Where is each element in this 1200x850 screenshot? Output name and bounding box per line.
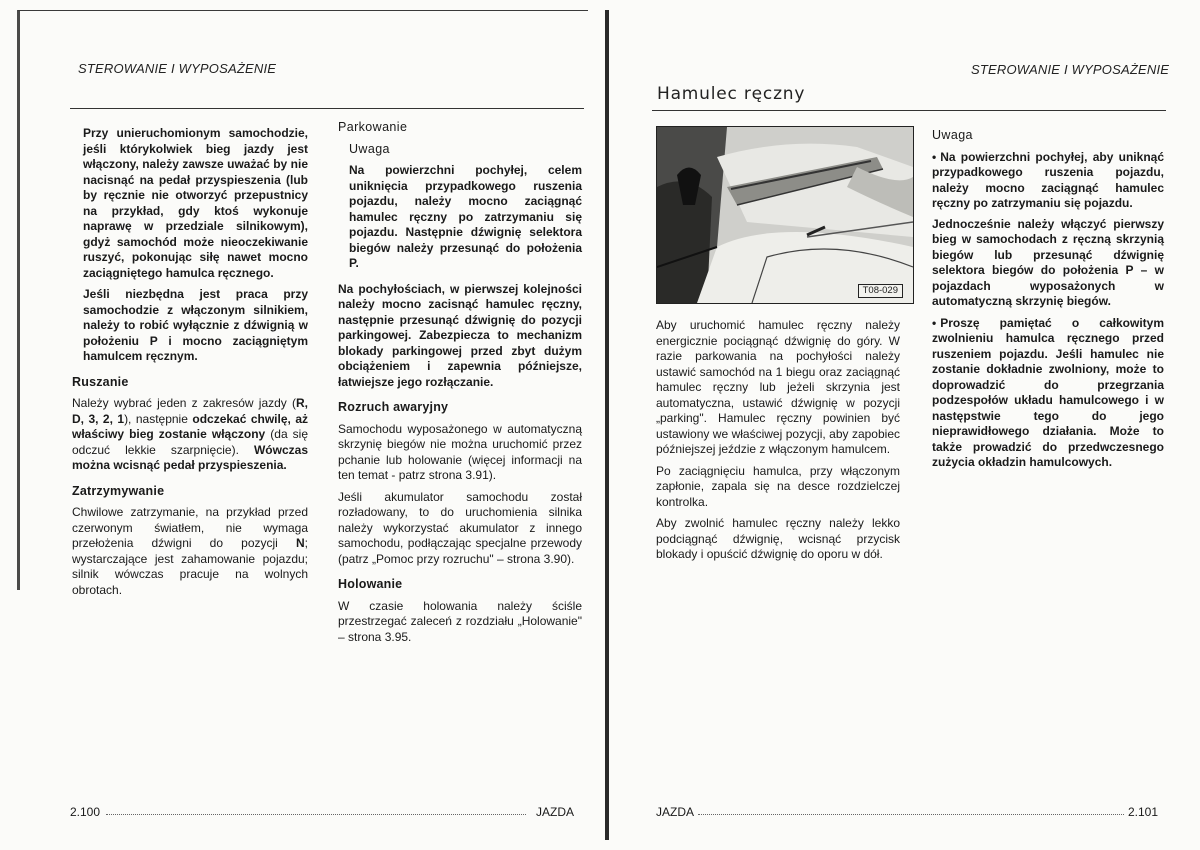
pochylosci-paragraph: Na pochyłościach, w pierwszej kolejności należy mocno zacisnąć hamulec ręczny, następnie przesunąć dźwignię do pozycji parkingowej. Zabezpiecza to mechanizm blokady parkingowej przed zbyt dużym obciążeniem i zapewnia późniejsze, łatwiejsze jego rozłączanie. xyxy=(338,281,582,389)
footer-rule-right xyxy=(698,814,1124,815)
handbrake-paragraph-2: Po zaciągnięciu hamulca, przy włączonym zapłonie, zapala się na desce rozdzielczej kontrolka. xyxy=(656,463,900,509)
warning-heading-uwaga: Uwaga xyxy=(349,141,390,156)
handbrake-paragraph-1: Aby uruchomić hamulec ręczny należy energicznie pociągnąć dźwignię do góry. W razie parkowania na pochyłości należy ustawić samochód na 1 biegu oraz zaciągnąć hamulec ręczny lub jeżeli skrzynia jest automatyczna, ustawić dźwignię w pozycji „parking". Hamulec ręczny powinien być ustawiony we właściwej pozycji, aby zapobiec późniejszej jeździe z włączonym hamulcem. xyxy=(656,318,900,456)
section-heading-parkowanie: Parkowanie xyxy=(338,120,408,134)
zatrzymywanie-text-b: ; wystarczające jest zahamowanie pojazdu; silnik wówczas pracuje na wolnych obrotach. xyxy=(72,536,308,597)
right-column-2 xyxy=(932,128,1164,476)
warning-paragraph: Jednocześnie należy włączyć pierwszy bieg w samochodach z ręczną skrzynią biegów lub przesunąć dźwignię selektora biegów do położenia P – w pojazdach wyposażonych w automatyczną skrzynię biegów. xyxy=(932,216,1164,308)
section-heading-zatrzymywanie: Zatrzymywanie xyxy=(72,483,165,498)
running-head: STEROWANIE I WYPOSAŻENIE xyxy=(971,62,1170,77)
warning-bullet-1: • Na powierzchni pochyłej, aby uniknąć przypadkowego ruszenia pojazdu, należy mocno zaciągnąć hamulec ręczny po zatrzymaniu się pojazdu. xyxy=(932,150,1164,212)
section-heading-ruszanie: Ruszanie xyxy=(72,374,129,389)
ruszanie-text-b: ), następnie xyxy=(124,411,193,426)
left-column-2 xyxy=(338,120,582,651)
page-number-right: 2.101 xyxy=(1128,805,1159,819)
section-heading-rozruch: Rozruch awaryjny xyxy=(338,400,449,414)
zatrzymywanie-text-a: Chwilowe zatrzymanie, na przykład przed czerwonym światłem, nie wymaga przełożenia dźwigni do pozycji xyxy=(72,505,308,550)
section-heading-holowanie: Holowanie xyxy=(338,577,403,591)
handbrake-paragraph-3: Aby zwolnić hamulec ręczny należy lekko podciągnąć dźwignię, wcisnąć przycisk blokady i opuścić dźwignię do oporu w dół. xyxy=(656,516,900,561)
right-column-1 xyxy=(656,318,900,569)
rozruch-paragraph-2: Jeśli akumulator samochodu został rozładowany, to do uruchomienia silnika należy wykorzystać akumulator z innego samochodu, podłączając specjalne przewody (patrz „Pomoc przy rozruchu" – strona 3.90). xyxy=(338,489,582,566)
header-rule xyxy=(652,110,1166,111)
page-title: Hamulec ręczny xyxy=(657,84,806,104)
header-rule xyxy=(70,108,584,109)
footer-rule-left xyxy=(106,814,526,815)
ruszanie-paragraph xyxy=(72,396,308,474)
ruszanie-gears: R, D, 3, 2, 1 xyxy=(72,396,308,426)
warning-bullet-2: • Proszę pamiętać o całkowitym zwolnieniu hamulca ręcznego przed ruszeniem pojazdu. Jeśli hamulec nie zostanie dokładnie zwolniony, może to doprowadzić do przegrzania podzespołów układu hamulcowego i w następstwie tego do jego nieprawidłowego działania. Może to także prowadzić do przedwczesnego zużycia okładzin hamulcowych. xyxy=(932,316,1164,471)
right-page xyxy=(600,0,1200,850)
handbrake-illustration xyxy=(657,127,913,303)
footer-label-right: JAZDA xyxy=(656,805,695,819)
left-column-1 xyxy=(72,126,308,604)
warning-list-2 xyxy=(932,316,1164,471)
top-rule xyxy=(18,10,588,11)
holowanie-paragraph: W czasie holowania należy ściśle przestrzegać zaleceń z rozdziału „Holowanie" – strona 3.95. xyxy=(338,598,582,644)
zatrzymywanie-n: N xyxy=(295,536,305,550)
zatrzymywanie-paragraph xyxy=(72,505,308,598)
running-head: STEROWANIE I WYPOSAŻENIE xyxy=(78,61,277,76)
ruszanie-bold-1: odczekać chwilę, aż właściwy bieg zostanie włączony xyxy=(72,411,308,441)
page-number-left: 2.100 xyxy=(70,805,101,819)
ruszanie-bold-2: Wówczas można wcisnąć pedał przyspieszenia. xyxy=(72,442,308,472)
figure-code: T08-029 xyxy=(858,284,903,298)
warning-heading-uwaga: Uwaga xyxy=(932,128,973,142)
warning-list xyxy=(932,150,1164,212)
warning-text: Na powierzchni pochyłej, celem uniknięcia przypadkowego ruszenia pojazdu, należy mocno zaciągnąć hamulec ręczny po zatrzymaniu się pojazdu. Następnie dźwignię selektora biegów należy przesunąć do położenia P. xyxy=(349,163,582,270)
ruszanie-text-a: Należy wybrać jeden z zakresów jazdy ( xyxy=(72,396,296,410)
ruszanie-text-c: (da się odczuć lekkie szarpnięcie). xyxy=(72,427,309,457)
intro-paragraph-2: Jeśli niezbędna jest praca przy samochodzie z włączonym silnikiem, należy to robić wyłącznie z dźwignią w położeniu P i mocno zaciągniętym hamulcem ręcznym. xyxy=(83,287,308,363)
rozruch-paragraph-1: Samochodu wyposażonego w automatyczną skrzynię biegów nie można uruchomić przez pchanie lub holowanie (więcej informacji na ten temat - patrz strona 3.91). xyxy=(338,421,582,482)
intro-paragraph-1: Przy unieruchomionym samochodzie, jeśli którykolwiek bieg jazdy jest włączony, należy zawsze uważać by nie nacisnąć na pedał przyspieszenia (lub by ręcznie nie otworzyć przepustnicy na przykład, gdy ktoś wykonuje naprawę w przedziale silnikowym), gdyż samochód może nieoczekiwanie ruszyć, pokonując siłę nawet mocno zaciągniętego hamulca ręcznego. xyxy=(83,126,308,280)
handbrake-figure xyxy=(656,126,914,304)
footer-label-left: JAZDA xyxy=(536,805,575,819)
scan-edge-line xyxy=(17,10,20,590)
